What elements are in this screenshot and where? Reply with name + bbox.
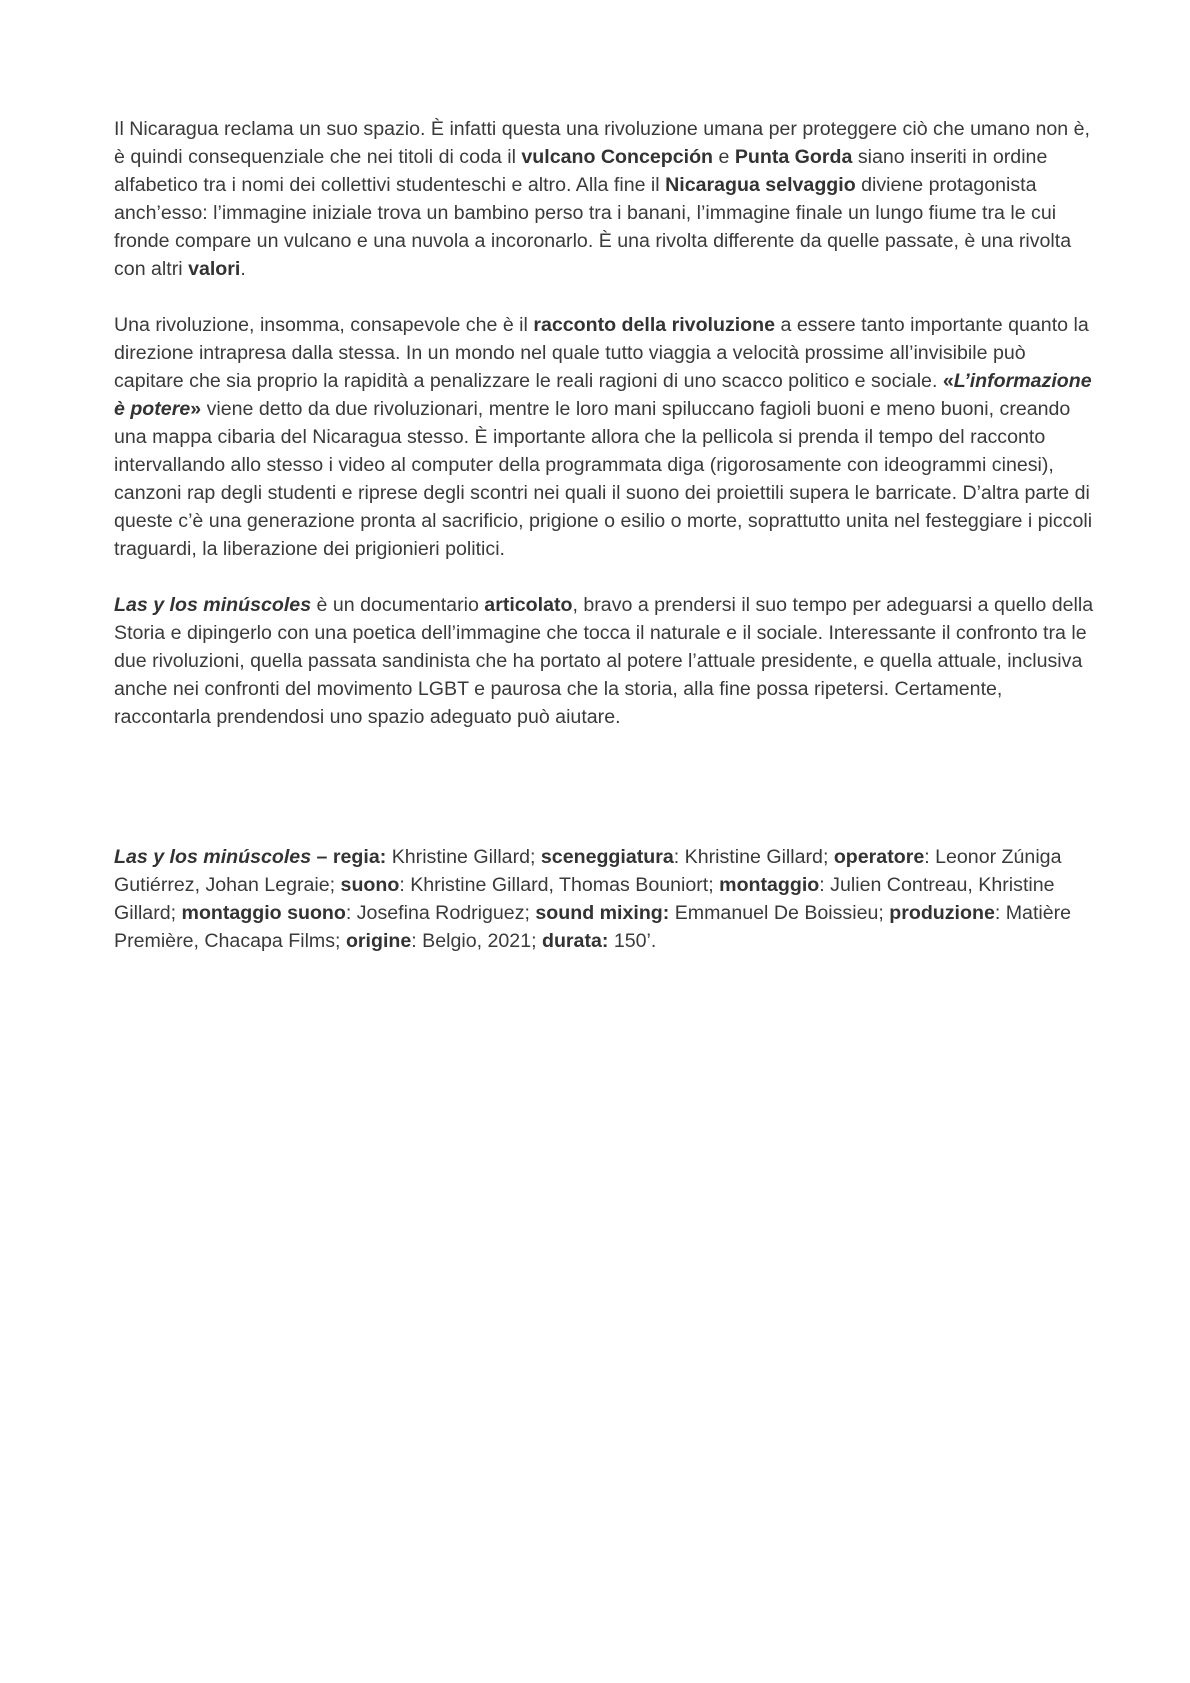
- text-run: : Khristine Gillard, Thomas Bouniort;: [399, 874, 720, 896]
- text-run: : Khristine Gillard;: [673, 846, 834, 868]
- emphasis-text: operatore: [833, 846, 925, 868]
- text-run: Khristine Gillard;: [386, 846, 541, 868]
- text-run: è un documentario: [311, 594, 485, 616]
- emphasis-text: «: [942, 370, 954, 392]
- emphasis-text: origine: [345, 930, 412, 952]
- text-run: e: [713, 146, 735, 168]
- emphasis-text: suono: [340, 874, 400, 896]
- text-run: Una rivoluzione, insomma, consapevole che è il: [114, 314, 534, 336]
- text-run: diviene protagonista anch’esso: l’immagine iniziale trova un bambino perso tra i banani, l’immagine finale un lungo fiume tra le cui fronde compare un vulcano e una nuvola a incoronarlo. È una rivolta differente da quelle passate, è una rivolta con altri: [114, 174, 1072, 280]
- text-run: Emmanuel De Boissieu;: [669, 902, 890, 924]
- text-run: siano inseriti in ordine alfabetico tra i nomi dei collettivi studenteschi e altro. Alla fine il: [114, 146, 1048, 196]
- emphasis-text: montaggio: [719, 874, 820, 896]
- emphasis-text: regia:: [332, 846, 387, 868]
- text-run: : Belgio, 2021;: [411, 930, 542, 952]
- text-run: : Julien Contreau, Khristine Gillard;: [114, 874, 1055, 924]
- emphasis-text: sceneggiatura: [540, 846, 674, 868]
- text-run: 150’.: [608, 930, 657, 952]
- emphasis-text: articolato: [484, 594, 573, 616]
- credits-paragraph: [114, 843, 1094, 955]
- text-run: Il Nicaragua reclama un suo spazio. È infatti questa una rivoluzione umana per proteggere ciò che umano non è, è quindi consequenziale che nei titoli di coda il: [114, 118, 1090, 168]
- text-run: : Josefina Rodriguez;: [345, 902, 536, 924]
- text-run: .: [240, 258, 246, 280]
- emphasis-text: racconto della rivoluzione: [533, 314, 776, 336]
- emphasis-text: vulcano Concepción: [521, 146, 714, 168]
- document-page: [114, 115, 1094, 983]
- text-run: : Leonor Zúniga Gutiérrez, Johan Legraie;: [114, 846, 1062, 896]
- emphasis-text: sound mixing:: [535, 902, 670, 924]
- emphasis-text: durata:: [541, 930, 609, 952]
- text-run: viene detto da due rivoluzionari, mentre le loro mani spiluccano fagioli buoni e meno buoni, creando una mappa cibaria del Nicaragua stesso. È importante allora che la pellicola si prenda il tempo del racconto intervallando allo stesso i video al computer della programmata diga (rigorosamente con ideogrammi cinesi), canzoni rap degli studenti e riprese degli scontri nei quali il suono dei proiettili supera le barricate. D’altra parte di queste c’è una generazione pronta al sacrificio, prigione o esilio o morte, soprattutto unita nel festeggiare i piccoli traguardi, la liberazione dei prigionieri politici.: [114, 398, 1093, 560]
- text-run: : Matière Première, Chacapa Films;: [114, 902, 1072, 952]
- emphasis-text: Las y los minúscoles: [114, 846, 312, 868]
- emphasis-text: montaggio suono: [181, 902, 346, 924]
- emphasis-text: »: [190, 398, 202, 420]
- emphasis-text: Las y los minúscoles: [114, 594, 312, 616]
- text-run: , bravo a prendersi il suo tempo per adeguarsi a quello della Storia e dipingerlo con una poetica dell’immagine che tocca il naturale e il sociale. Interessante il confronto tra le due rivoluzioni, quella passata sandinista che ha portato al potere l’attuale presidente, e quella attuale, inclusiva anche nei confronti del movimento LGBT e paurosa che la storia, alla fine possa ripetersi. Certamente, raccontarla prendendosi uno spazio adeguato può aiutare.: [114, 594, 1094, 728]
- emphasis-text: valori: [188, 258, 241, 280]
- text-run: a essere tanto importante quanto la direzione intrapresa dalla stessa. In un mondo nel quale tutto viaggia a velocità prossime all’invisibile può capitare che sia proprio la rapidità a penalizzare le reali ragioni di uno scacco politico e sociale.: [114, 314, 1089, 392]
- body-paragraph: [114, 115, 1094, 283]
- emphasis-text: –: [311, 846, 333, 868]
- emphasis-text: L’informazione è potere: [114, 370, 1092, 420]
- body-paragraph: [114, 591, 1094, 731]
- emphasis-text: Punta Gorda: [734, 146, 853, 168]
- body-paragraph: [114, 311, 1094, 563]
- emphasis-text: Nicaragua selvaggio: [665, 174, 856, 196]
- emphasis-text: produzione: [889, 902, 995, 924]
